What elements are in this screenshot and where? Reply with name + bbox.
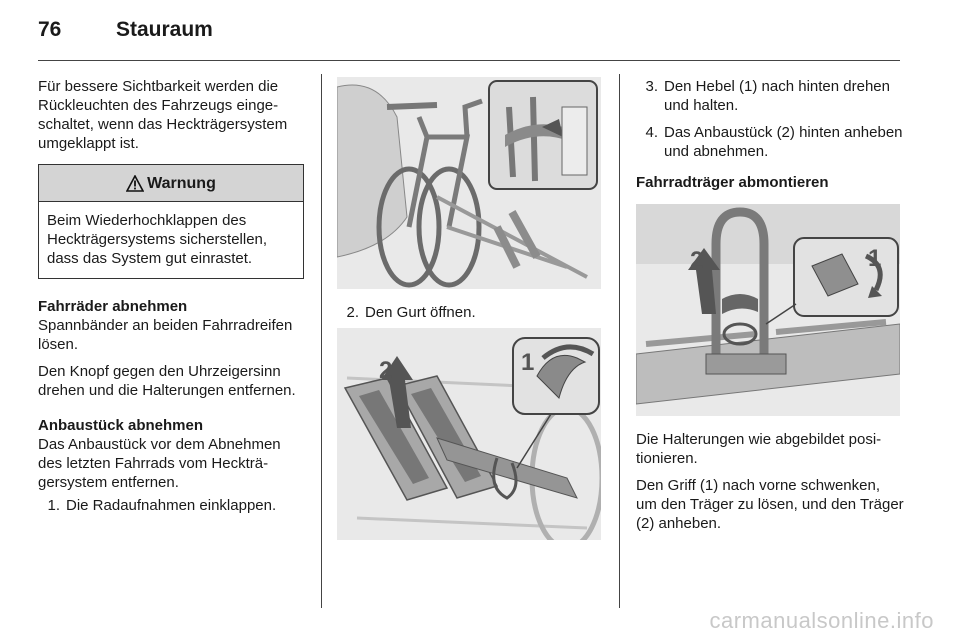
step-number: 1. [47,497,60,514]
wheel-holders-illustration [337,328,601,540]
figure-2-label-2: 2 [379,357,393,384]
bike-carrier-illustration [337,77,601,289]
section-heading-remove-attachment: Anbaustück abnehmen [38,417,204,434]
step-text: Die Radaufnahmen einklappen. [66,497,277,514]
step-item [636,77,904,115]
step-item [38,496,304,515]
remove-bikes-text-1: Spannbänder an beiden Fahrradreifen lösen. [38,317,293,353]
intro-text: Für bessere Sichtbarkeit werden die Rückleuchten des Fahrzeugs eingeschaltet, wenn das Heckträgersystem umgeklappt ist. [38,78,288,152]
step-item [636,123,904,161]
figure-3-label-2: 2 [690,247,704,274]
swivel-handle-text: Den Griff (1) nach vorne schwenken, um den Träger zu lösen, und den Träger (2) anheben. [636,477,904,532]
figure-2-label-1: 1 [521,349,535,376]
carrier-removal-illustration [636,204,900,416]
step-item [337,303,603,322]
section-heading-dismantle-carrier: Fahrradträger abmontieren [636,174,829,191]
figure-bike-carrier [337,77,601,289]
page-title: Stauraum [116,18,213,41]
figure-wheel-holders [337,328,601,540]
page-number: 76 [38,18,62,41]
step-text: Den Gurt öffnen. [365,304,476,321]
step-number: 2. [346,304,359,321]
column-1 [38,77,304,523]
figure-carrier-removal [636,204,900,416]
step-text: Das Anbaustück (2) hinten anheben und abnehmen. [664,124,903,160]
column-3 [636,77,904,541]
header-rule [38,60,900,61]
steps-list-3 [636,77,904,161]
column-divider-1 [321,74,322,608]
column-2 [337,77,603,540]
step-number: 4. [645,124,658,141]
warning-title: Warnung [147,174,216,192]
warning-header [39,165,303,202]
remove-attachment-text: Das Anbaustück vor dem Abnehmen des letzten Fahrrads vom Heckträgersystem entfernen. [38,436,281,491]
remove-bikes-text-2: Den Knopf gegen den Uhrzeigersinn drehen und die Halterungen entfernen. [38,363,296,399]
warning-box [38,164,304,279]
warning-triangle-icon [126,175,144,192]
step-text: Den Hebel (1) nach hinten drehen und halten. [664,78,890,114]
steps-list-1 [38,496,304,515]
watermark: carmanualsonline.info [709,608,934,633]
section-heading-remove-bikes: Fahrräder abnehmen [38,298,188,315]
figure-3-label-1: 1 [868,245,882,272]
column-divider-2 [619,74,620,608]
steps-list-2 [337,303,603,322]
position-holders-text: Die Halterungen wie abgebildet positionieren. [636,431,882,467]
warning-text: Beim Wiederhochklappen des Heckträgersystems sicherstellen, dass das System gut einrastet. [47,212,268,267]
step-number: 3. [645,78,658,95]
